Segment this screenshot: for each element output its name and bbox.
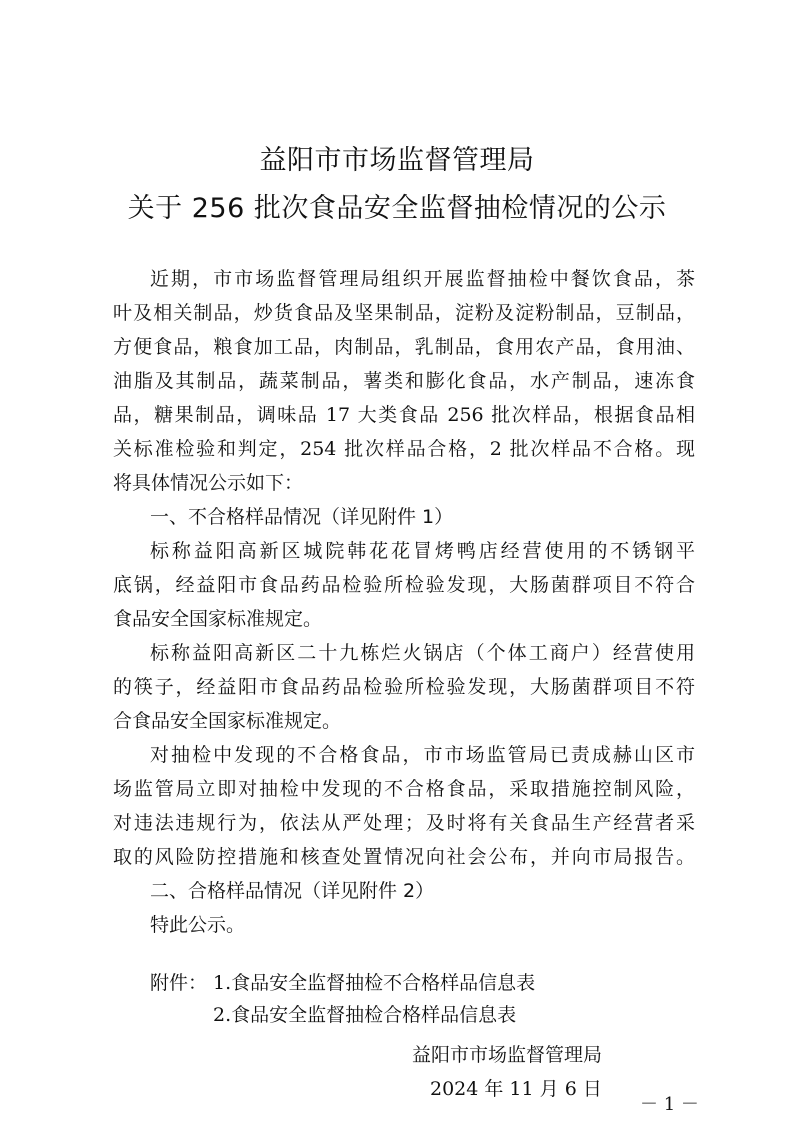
paragraph3-line: 的筷子，经益阳市食品药品检验所检验发现，大肠菌群项目不符	[113, 676, 695, 698]
paragraph1-line: 近期，市市场监督管理局组织开展监督抽检中餐饮食品，茶	[150, 268, 695, 290]
attachment-item-2: 2.食品安全监督抽检合格样品信息表	[213, 1004, 517, 1026]
paragraph1-line: 油脂及其制品，蔬菜制品，薯类和膨化食品，水产制品，速冻食	[113, 370, 695, 392]
section-heading-unqualified: 一、不合格样品情况（详见附件 1）	[150, 506, 454, 528]
paragraph1-line: 将具体情况公示如下：	[113, 472, 304, 494]
paragraph4-line: 对违法违规行为，依法从严处理；及时将有关食品生产经营者采	[113, 812, 695, 834]
signature-date: 2024 年 11 月 6 日	[430, 1078, 602, 1100]
paragraph1-line: 叶及相关制品，炒货食品及坚果制品，淀粉及淀粉制品，豆制品，	[113, 302, 695, 324]
document-title-line1: 益阳市市场监督管理局	[259, 145, 535, 176]
page-number: － 1 －	[640, 1094, 699, 1115]
paragraph4-line: 场监管局立即对抽检中发现的不合格食品，采取措施控制风险，	[113, 778, 695, 800]
section-heading-qualified: 二、合格样品情况（详见附件 2）	[150, 880, 435, 902]
paragraph3-line: 合食品安全国家标准规定。	[113, 710, 342, 732]
paragraph1-line: 方便食品，粮食加工品，肉制品，乳制品，食用农产品，食用油、	[113, 336, 695, 358]
paragraph2-line: 标称益阳高新区城院韩花花冒烤鸭店经营使用的不锈钢平	[150, 540, 695, 562]
paragraph2-line: 底锅，经益阳市食品药品检验所检验发现，大肠菌群项目不符合	[113, 574, 695, 596]
paragraph1-line: 关标准检验和判定，254 批次样品合格，2 批次样品不合格。现	[113, 438, 695, 460]
paragraph3-line: 标称益阳高新区二十九栋烂火锅店（个体工商户）经营使用	[150, 642, 695, 664]
closing-text: 特此公示。	[150, 914, 246, 936]
paragraph4-line: 取的风险防控措施和核查处置情况向社会公布，并向市局报告。	[113, 846, 695, 868]
signature-organization: 益阳市市场监督管理局	[412, 1044, 603, 1066]
document-title-line2: 关于 256 批次食品安全监督抽检情况的公示	[127, 193, 667, 224]
paragraph2-line: 食品安全国家标准规定。	[113, 608, 323, 630]
paragraph4-line: 对抽检中发现的不合格食品，市市场监管局已责成赫山区市	[150, 744, 695, 766]
paragraph1-line: 品，糖果制品，调味品 17 大类食品 256 批次样品，根据食品相	[113, 404, 695, 426]
attachment-label: 附件：	[150, 972, 208, 994]
attachment-item-1: 1.食品安全监督抽检不合格样品信息表	[213, 972, 536, 994]
